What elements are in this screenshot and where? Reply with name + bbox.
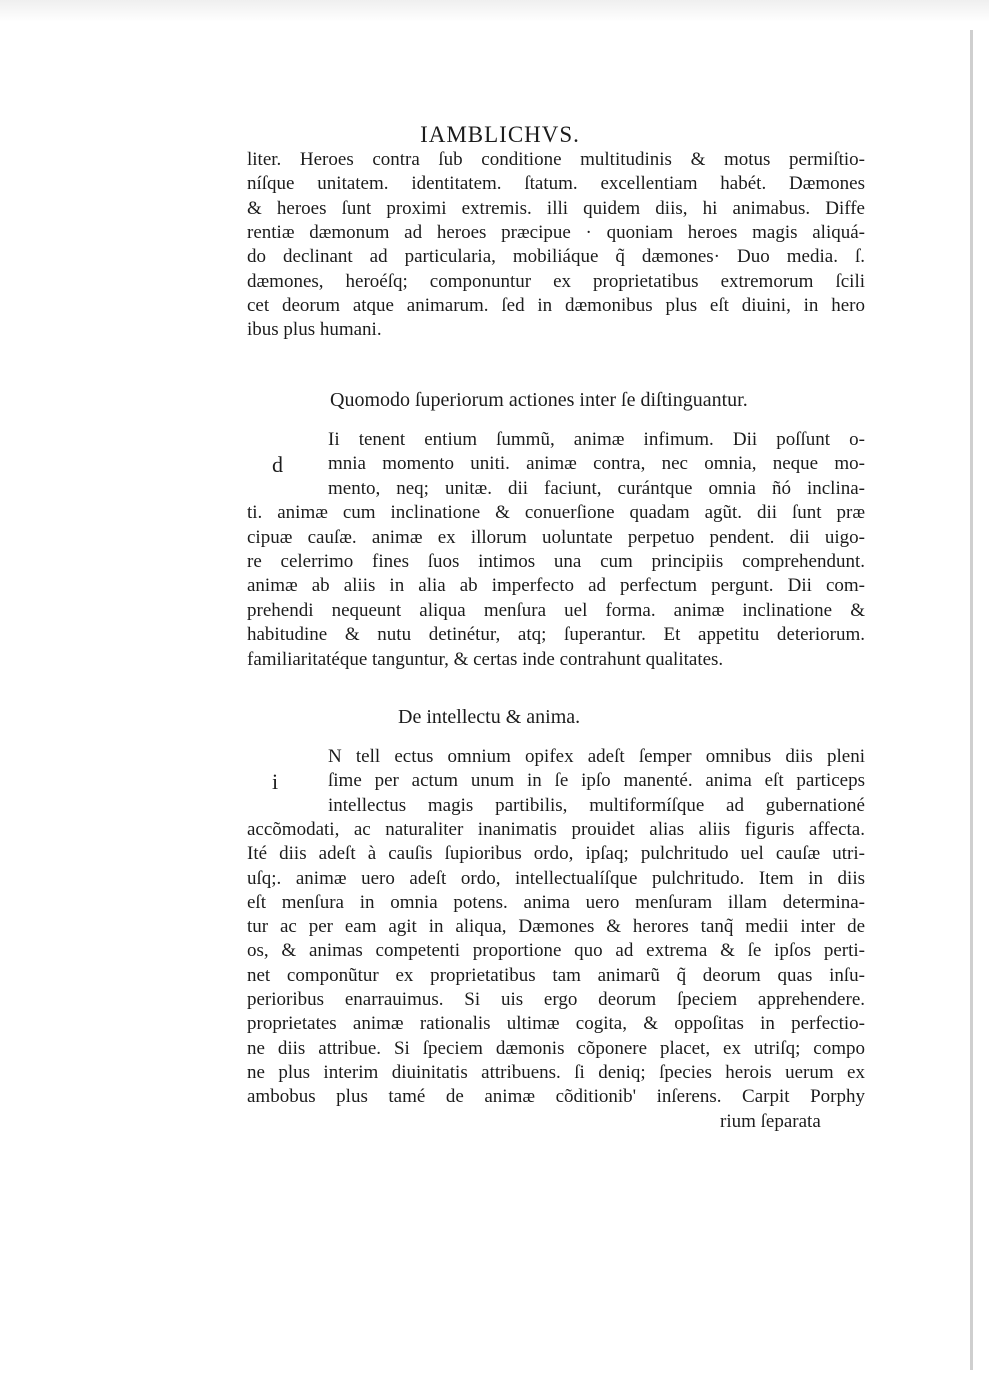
text-line: rentiæ dæmonum ad heroes præcipue · quoniam heroes magis aliquá- (247, 221, 865, 243)
text-line: animæ ab aliis in alia ab imperfecto ad perfectum pergunt. Dii com- (247, 575, 865, 597)
text-line: prehendi nequeunt aliqua menſura uel forma. animæ inclinatione & (247, 599, 865, 621)
text-line: net componũtur ex proprietatibus tam animarũ q̃ deorum quas inſu- (247, 964, 865, 986)
text-line: os, & animas competenti proportione quo ad extrema & ſe ipſos perti- (247, 940, 865, 962)
drop-initial: d (272, 452, 283, 477)
text-line: uſq;. animæ uero adeſt ordo, intellectualíſque pulchritudo. Item in diis (247, 867, 865, 889)
text-line: proprietates animæ rationalis ultimæ cogita, & oppoſitas in perfectio- (247, 1013, 865, 1035)
text-line: ne diis attribue. Si ſpeciem dæmonis cõponere placet, ex utriſq; compo (247, 1037, 865, 1059)
text-line: Ité diis adeſt à cauſis ſupioribus ordo, ipſaq; pulchritudo uel cauſæ utri- (247, 843, 865, 865)
text-line: eſt menſura in omnia potens. anima uero menſuram illam determina- (247, 891, 865, 913)
text-line: tur ac per eam agit in aliqua, Dæmones & herores tanq̃ medii inter de (247, 916, 865, 938)
text-line: habitudine & nutu detinétur, atq; ſuperantur. Et appetitu deteriorum. (247, 624, 865, 646)
text-line: familiaritatéque tanguntur, & certas inde contrahunt qualitates. (247, 648, 724, 670)
text-line: do declinant ad particularia, mobiliáque q̃ dæmones· Duo media. ſ. (247, 246, 865, 268)
scan-top-shade (0, 0, 989, 22)
text-line: & heroes ſunt proximi extremis. illi quidem diis, hi animabus. Diffe (247, 197, 865, 219)
text-line: ne plus interim diuinitatis attribuens. ſi deniq; ſpecies herois uerum ex (247, 1061, 865, 1083)
text-line: N tell ectus omnium opifex adeſt ſemper omnibus diis pleni (328, 746, 865, 767)
text-line: perioribus enarrauimus. Si uis ergo deorum ſpeciem apprehendere. (247, 989, 865, 1010)
page-edge (970, 30, 973, 1370)
section-heading: Quomodo ſuperiorum actiones inter ſe diſtinguantur. (330, 389, 748, 411)
text-line: mento, neq; unitæ. dii faciunt, curántque omnia ñó inclina- (328, 477, 865, 499)
drop-initial: i (272, 769, 279, 794)
text-line: ambobus plus tamé de animæ cõditionib' inſerens. Carpit Porphy (247, 1086, 865, 1108)
text-line: accõmodati, ac naturaliter inanimatis prouidet alias aliis figuris affecta. (247, 818, 865, 840)
text-line: ſime per actum unum in ſe ipſo manenté. anima eſt particeps (328, 770, 865, 792)
text-line: Ii tenent entium ſummũ, animæ infimum. Dii poſſunt o- (328, 429, 865, 450)
text-line: dæmones, heroéſq; componuntur ex proprietatibus extremorum ſcili (247, 270, 865, 292)
text-line: ti. animæ cum inclinatione & conuerſione quadam agũt. dii ſunt præ (247, 502, 865, 524)
text-line: rium ſeparata (720, 1110, 821, 1132)
running-head: IAMBLICHVS. (420, 122, 580, 147)
text-line: cipuæ cauſæ. animæ ex illorum uoluntate perpetuo pendent. dii uigo- (247, 526, 865, 548)
text-line: intellectus magis partibilis, multiformíſque ad gubernationé (328, 794, 865, 816)
text-line: cet deorum atque animarum. ſed in dæmonibus plus eſt diuini, in hero (247, 294, 865, 316)
text-line: níſque unitatem. identitatem. ſtatum. excellentiam habét. Dæmones (247, 173, 865, 195)
text-line: re celerrimo fines ſuos intimos una cum principiis comprehendunt. (247, 551, 865, 572)
section-heading: De intellectu & anima. (398, 706, 581, 728)
text-line: ibus plus humani. (247, 319, 382, 341)
text-line: mnia momento uniti. animæ contra, nec omnia, neque mo- (328, 453, 865, 475)
text-line: liter. Heroes contra ſub conditione multitudinis & motus permiſtio- (247, 149, 865, 170)
